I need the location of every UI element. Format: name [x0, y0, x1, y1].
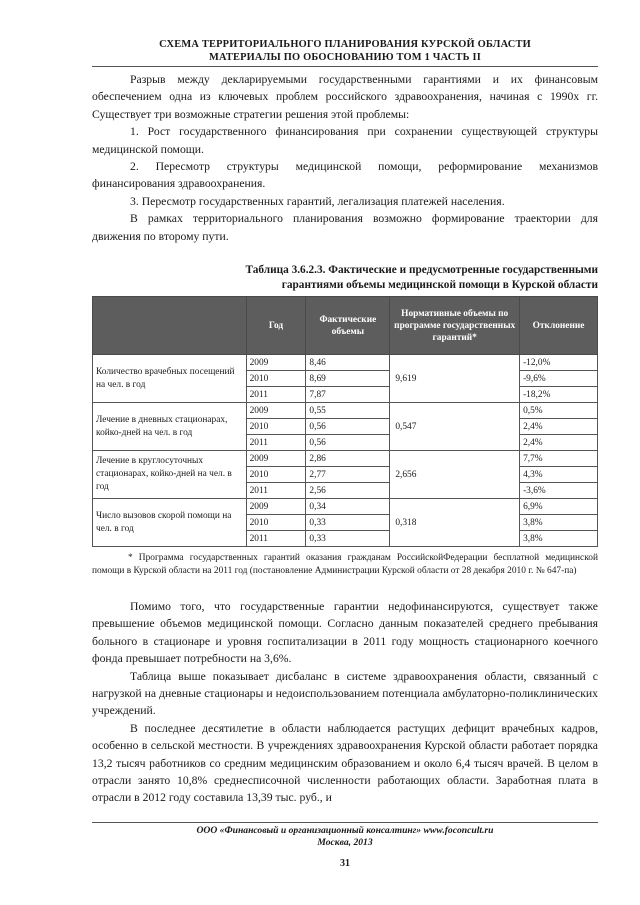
table-row	[93, 403, 598, 419]
page-footer	[92, 825, 598, 849]
year-cell: 2009	[246, 403, 306, 419]
year-cell: 2010	[246, 419, 306, 435]
year-cell: 2011	[246, 483, 306, 499]
table-row	[93, 499, 598, 515]
norm-cell: 0,318	[390, 499, 520, 547]
list-item: 1. Рост государственного финансирования при сохранении существующей структуры медицинской помощи.	[92, 125, 598, 156]
paragraph: Помимо того, что государственные гарантии недофинансируются, существует также превышение объемов медицинской помощи. Согласно данным показателей среднего пребывания больного в стационаре и уровня госпитализации в 2011 году мощность стационарного коечного фонда превышает потребности на 3,6%.	[92, 600, 598, 666]
header-cell-year: Год	[246, 297, 306, 355]
table-row	[93, 355, 598, 371]
header-cell-norm: Нормативные объемы по программе государственных гарантий*	[390, 297, 520, 355]
actual-cell: 8,46	[306, 355, 390, 371]
deviation-cell: -9,6%	[520, 371, 598, 387]
deviation-cell: 3,8%	[520, 515, 598, 531]
actual-cell: 0,33	[306, 515, 390, 531]
indicator-cell: Количество врачебных посещений на чел. в год	[93, 355, 247, 403]
header-divider	[92, 66, 598, 67]
indicator-cell: Число вызовов скорой помощи на чел. в год	[93, 499, 247, 547]
deviation-cell: 0,5%	[520, 403, 598, 419]
norm-cell: 9,619	[390, 355, 520, 403]
footer-divider	[92, 822, 598, 823]
actual-cell: 0,55	[306, 403, 390, 419]
header-subtitle: МАТЕРИАЛЫ ПО ОБОСНОВАНИЮ ТОМ 1 ЧАСТЬ II	[209, 52, 481, 63]
paragraph: Таблица выше показывает дисбаланс в системе здравоохранения области, связанный с нагрузкой на дневные стационары и недоиспользованием потенциала амбулаторно-поликлинических учреждений.	[92, 669, 598, 718]
table-row	[93, 451, 598, 467]
actual-cell: 0,33	[306, 531, 390, 547]
running-header	[92, 38, 598, 64]
actual-cell: 2,56	[306, 483, 390, 499]
deviation-cell: 3,8%	[520, 531, 598, 547]
table-header-row	[93, 297, 598, 355]
footnote-text: * Программа государственных гарантий оказания гражданам РоссийскойФедерации бесплатной медицинской помощи в Курской области на 2011 год (постановление Администрации Курской области от 28 декабря 2010 г. № 647-па)	[92, 553, 598, 576]
deviation-cell: 7,7%	[520, 451, 598, 467]
table-body	[93, 355, 598, 547]
year-cell: 2010	[246, 515, 306, 531]
header-title: СХЕМА ТЕРРИТОРИАЛЬНОГО ПЛАНИРОВАНИЯ КУРСКОЙ ОБЛАСТИ	[159, 39, 531, 50]
year-cell: 2011	[246, 531, 306, 547]
actual-cell: 2,86	[306, 451, 390, 467]
norm-cell: 2,656	[390, 451, 520, 499]
actual-cell: 2,77	[306, 467, 390, 483]
footer-company: ООО «Финансовый и организационный консалтинг» www.foconcult.ru	[196, 825, 494, 836]
header-cell-deviation: Отклонение	[520, 297, 598, 355]
list-item: 2. Пересмотр структуры медицинской помощи, реформирование механизмов финансирования здравоохранения.	[92, 160, 598, 191]
indicator-cell: Лечение в круглосуточных стационарах, койко-дней на чел. в год	[93, 451, 247, 499]
table-caption-line: Таблица 3.6.2.3. Фактические и предусмотренные государственными	[245, 264, 598, 276]
year-cell: 2011	[246, 435, 306, 451]
table-caption	[92, 263, 598, 293]
paragraph: Разрыв между декларируемыми государственными гарантиями и их финансовым обеспечением одна из ключевых проблем российского здравоохранения, начиная с 1990х гг. Существует три возможные стратегии решения этой проблемы:	[92, 73, 598, 121]
year-cell: 2009	[246, 499, 306, 515]
actual-cell: 7,87	[306, 387, 390, 403]
deviation-cell: 2,4%	[520, 419, 598, 435]
table-footnote	[92, 552, 598, 578]
deviation-cell: -18,2%	[520, 387, 598, 403]
indicator-cell: Лечение в дневных стационарах, койко-дней на чел. в год	[93, 403, 247, 451]
deviation-cell: -12,0%	[520, 355, 598, 371]
page-number: 31	[340, 858, 350, 869]
list-item: 3. Пересмотр государственных гарантий, легализация платежей населения.	[130, 194, 505, 208]
actual-cell: 0,56	[306, 419, 390, 435]
year-cell: 2010	[246, 467, 306, 483]
deviation-cell: 6,9%	[520, 499, 598, 515]
deviation-cell: 4,3%	[520, 467, 598, 483]
actual-cell: 8,69	[306, 371, 390, 387]
main-text	[92, 598, 598, 807]
paragraph: В последнее десятилетие в области наблюдается растущих дефицит врачебных кадров, особенно в сельской местности. В учреждениях здравоохранения Курской области работает порядка 13,2 тысяч работников со средним медицинским образованием и около 6,4 тысяч врачей. В целом в отрасли занято 10,8% среднесписочной численности работающих области. Заработная плата в отрасли в 2012 году составила 13,39 тыс. руб., и	[92, 721, 598, 805]
intro-text	[92, 71, 598, 245]
norm-cell: 0,547	[390, 403, 520, 451]
year-cell: 2009	[246, 451, 306, 467]
year-cell: 2011	[246, 387, 306, 403]
actual-cell: 0,56	[306, 435, 390, 451]
deviation-cell: 2,4%	[520, 435, 598, 451]
volumes-table	[92, 296, 598, 547]
actual-cell: 0,34	[306, 499, 390, 515]
year-cell: 2010	[246, 371, 306, 387]
year-cell: 2009	[246, 355, 306, 371]
footer-city-year: Москва, 2013	[317, 837, 373, 848]
header-cell-indicator	[93, 297, 247, 355]
deviation-cell: -3,6%	[520, 483, 598, 499]
table-caption-line: гарантиями объемы медицинской помощи в Курской области	[281, 279, 598, 291]
header-cell-actual: Фактические объемы	[306, 297, 390, 355]
paragraph: В рамках территориального планирования возможно формирование траектории для движения по второму пути.	[92, 212, 598, 243]
